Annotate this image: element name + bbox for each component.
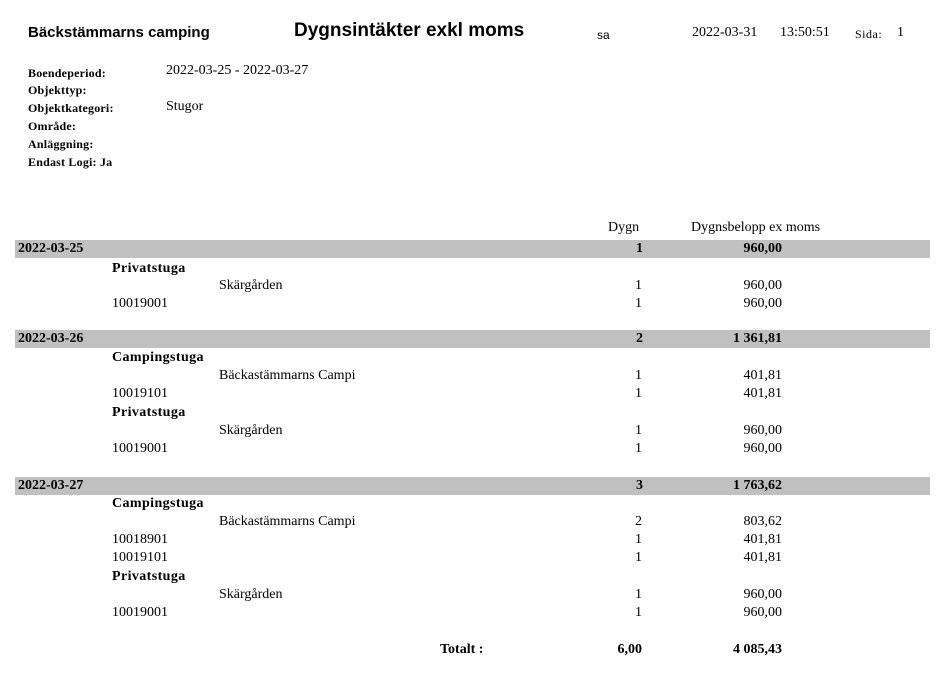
page-label: Sida: [855,27,883,41]
row-amount: 401,81 [743,368,782,383]
category-name: Privatstuga [112,405,186,420]
group-date: 2022-03-25 [18,241,84,256]
row-amount: 960,00 [743,605,782,620]
criteria-label-category: Objektkategori: [28,101,114,115]
group-date: 2022-03-27 [18,478,84,493]
row-amount: 960,00 [743,278,782,293]
object-number: 10019001 [112,605,168,620]
row-dygn: 1 [635,296,642,311]
row-amount: 960,00 [743,587,782,602]
group-amount: 1 763,62 [733,478,782,493]
category-name: Campingstuga [112,350,204,365]
group-amount: 960,00 [743,241,782,256]
object-number: 10019101 [112,386,168,401]
row-dygn: 1 [635,587,642,602]
row-dygn: 2 [635,514,642,529]
row-dygn: 1 [635,368,642,383]
row-dygn: 1 [635,550,642,565]
row-dygn: 1 [635,386,642,401]
category-name: Privatstuga [112,261,186,276]
object-number: 10019101 [112,550,168,565]
row-amount: 960,00 [743,423,782,438]
print-time: 13:50:51 [780,25,830,40]
row-amount: 401,81 [743,386,782,401]
place-name: Skärgården [219,587,283,602]
criteria-label-period: Boendeperiod: [28,66,106,80]
place-name: Bäckastämmarns Campi [219,514,356,529]
total-label: Totalt : [440,642,484,657]
criteria-label-area: Område: [28,119,77,133]
row-dygn: 1 [635,605,642,620]
row-amount: 960,00 [743,296,782,311]
object-number: 10019001 [112,441,168,456]
row-amount: 401,81 [743,550,782,565]
row-dygn: 1 [635,423,642,438]
place-name: Skärgården [219,278,283,293]
category-name: Campingstuga [112,496,204,511]
criteria-value-period: 2022-03-25 - 2022-03-27 [166,63,309,78]
group-amount: 1 361,81 [733,331,782,346]
criteria-label-facility: Anläggning: [28,137,94,151]
place-name: Bäckastämmarns Campi [219,368,356,383]
user-name: sa [597,28,610,42]
column-header-amount: Dygnsbelopp ex moms [691,220,821,235]
page-number: 1 [897,25,904,40]
row-amount: 803,62 [743,514,782,529]
criteria-label-type: Objekttyp: [28,83,87,97]
report-title: Dygnsintäkter exkl moms [294,20,525,41]
total-dygn: 6,00 [617,642,642,657]
row-dygn: 1 [635,441,642,456]
object-number: 10019001 [112,296,168,311]
row-amount: 960,00 [743,441,782,456]
place-name: Skärgården [219,423,283,438]
row-amount: 401,81 [743,532,782,547]
group-dygn: 2 [636,331,643,346]
date-group-band [15,477,930,495]
date-group-band [15,240,930,258]
criteria-label-logi: Endast Logi: Ja [28,155,113,169]
category-name: Privatstuga [112,569,186,584]
group-dygn: 1 [636,241,643,256]
company-name: Bäckstämmarns camping [28,24,210,41]
criteria-value-category: Stugor [166,99,204,114]
print-date: 2022-03-31 [692,25,758,40]
total-amount: 4 085,43 [733,642,782,657]
object-number: 10018901 [112,532,168,547]
group-date: 2022-03-26 [18,331,84,346]
row-dygn: 1 [635,278,642,293]
group-dygn: 3 [636,478,643,493]
date-group-band [15,330,930,348]
column-header-dygn: Dygn [608,220,640,235]
row-dygn: 1 [635,532,642,547]
